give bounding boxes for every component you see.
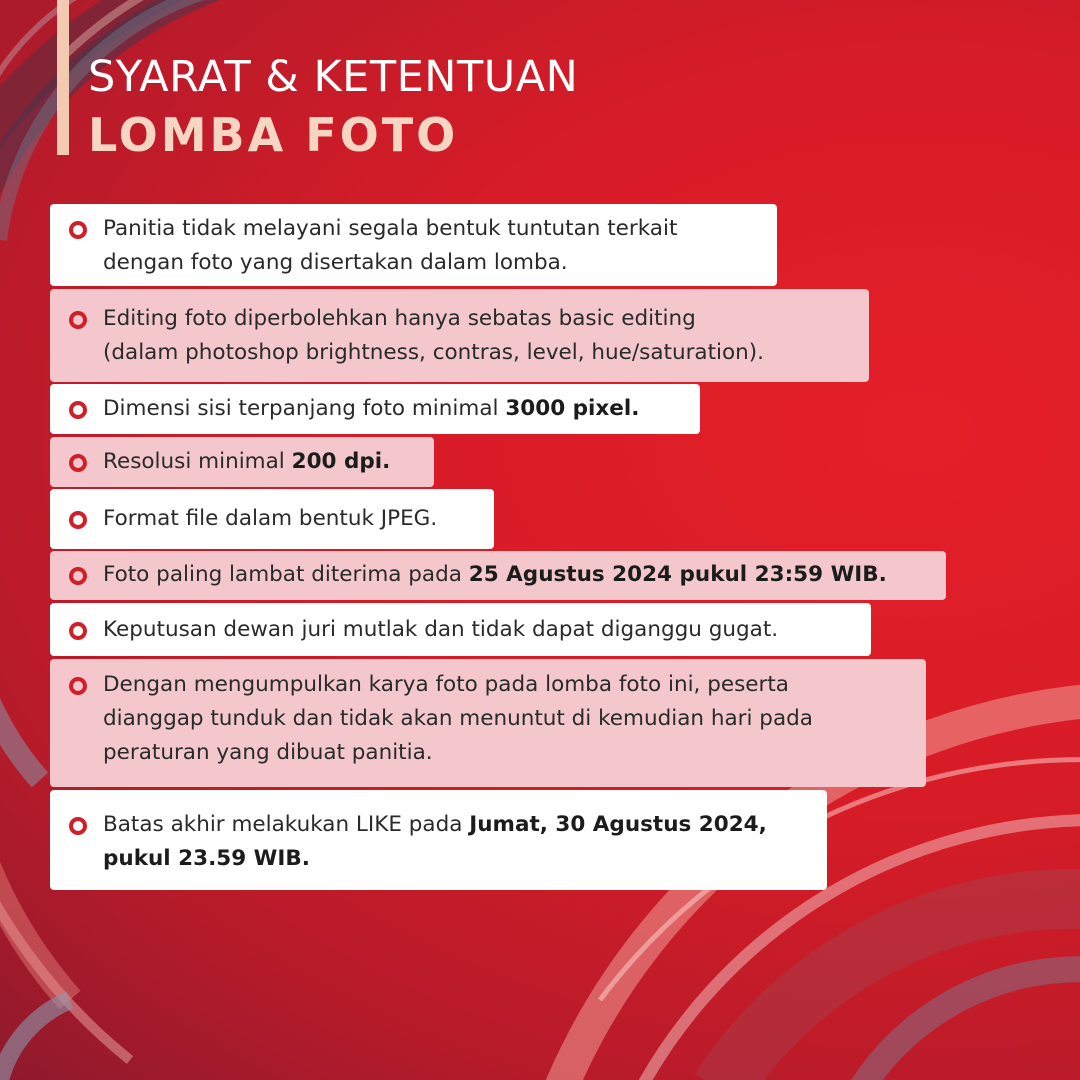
rule-9-highlight-2: pukul 23.59 WIB. xyxy=(103,846,310,871)
rule-card-5 xyxy=(50,489,494,549)
rule-card-9 xyxy=(50,790,827,890)
rule-card-8 xyxy=(50,659,926,787)
rule-card-1 xyxy=(50,204,777,286)
rule-8-line-2: dianggap tunduk dan tidak akan menuntut di kemudian hari pada xyxy=(103,706,813,731)
rule-6-highlight: 25 Agustus 2024 pukul 23:59 WIB. xyxy=(468,562,887,587)
bullet-icon xyxy=(69,311,87,329)
rule-5-text: Format file dalam bentuk JPEG. xyxy=(103,506,438,531)
rule-9-line-1: Batas akhir melakukan LIKE pada Jumat, 30 Agustus 2024, xyxy=(103,812,767,837)
bullet-icon xyxy=(69,622,87,640)
rule-1-line-2: dengan foto yang disertakan dalam lomba. xyxy=(103,250,568,275)
bullet-icon xyxy=(69,511,87,529)
bullet-icon xyxy=(69,221,87,239)
rule-3-text: Dimensi sisi terpanjang foto minimal 3000 pixel. xyxy=(103,396,640,421)
bullet-icon xyxy=(69,401,87,419)
page-title: SYARAT & KETENTUAN xyxy=(88,52,579,102)
rule-card-3 xyxy=(50,384,700,434)
rule-4-text: Resolusi minimal 200 dpi. xyxy=(103,449,391,474)
rule-1-line-1: Panitia tidak melayani segala bentuk tuntutan terkait xyxy=(103,216,678,241)
rule-9-line-2 xyxy=(103,842,813,876)
page-subtitle: LOMBA FOTO xyxy=(88,108,459,162)
rule-card-2 xyxy=(50,289,869,382)
title-accent-bar xyxy=(57,0,69,155)
rule-8-line-1: Dengan mengumpulkan karya foto pada lomba foto ini, peserta xyxy=(103,672,789,697)
bullet-icon xyxy=(69,677,87,695)
bullet-icon xyxy=(69,454,87,472)
rule-card-6 xyxy=(50,551,946,600)
rule-9-highlight: Jumat, 30 Agustus 2024, xyxy=(469,812,767,837)
rule-2-line-2: (dalam photoshop brightness, contras, level, hue/saturation). xyxy=(103,340,764,365)
rule-2-line-1: Editing foto diperbolehkan hanya sebatas basic editing xyxy=(103,306,696,331)
rule-3-highlight: 3000 pixel. xyxy=(505,396,640,421)
rule-8-line-3: peraturan yang dibuat panitia. xyxy=(103,740,433,765)
rule-card-7 xyxy=(50,603,871,656)
rule-4-highlight: 200 dpi. xyxy=(291,449,391,474)
bullet-icon xyxy=(69,567,87,585)
rule-card-4 xyxy=(50,437,434,487)
rule-7-text: Keputusan dewan juri mutlak dan tidak dapat diganggu gugat. xyxy=(103,617,779,642)
rule-6-text: Foto paling lambat diterima pada 25 Agustus 2024 pukul 23:59 WIB. xyxy=(103,562,887,587)
bullet-icon xyxy=(69,817,87,835)
